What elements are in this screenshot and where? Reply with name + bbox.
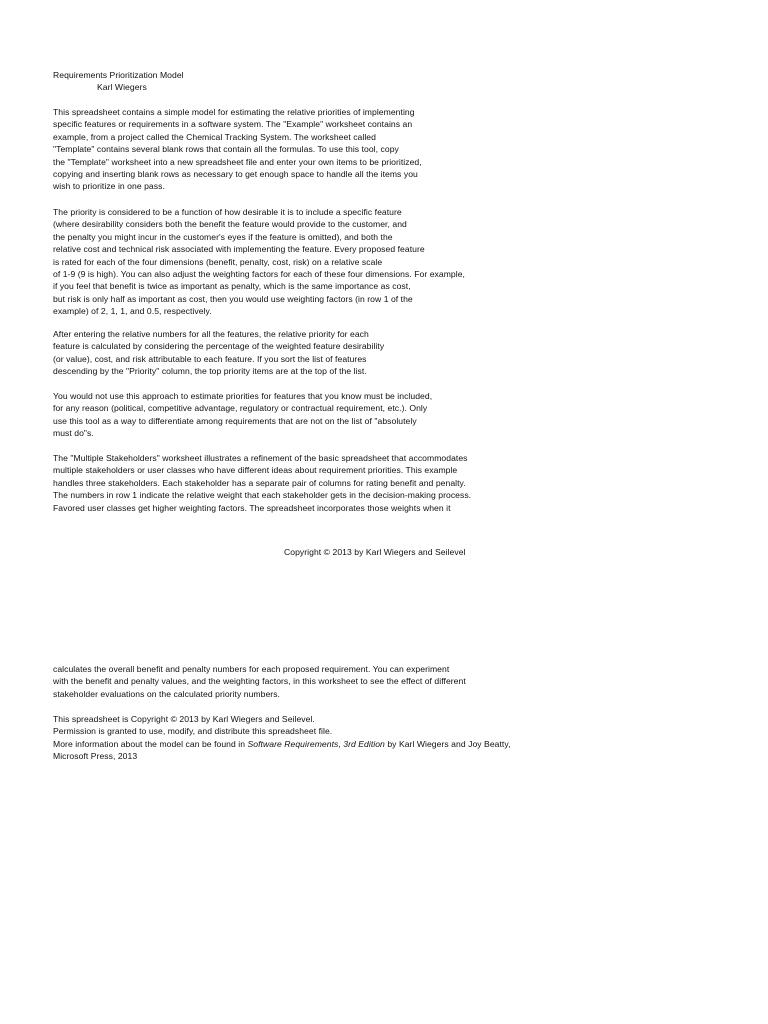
text-line: The priority is considered to be a function of how desirable it is to include a specific feature bbox=[53, 207, 402, 217]
text-line: Favored user classes get higher weighting factors. The spreadsheet incorporates those weights when it bbox=[53, 502, 451, 513]
paragraph-copyright-permission bbox=[53, 713, 511, 763]
paragraph-continuation bbox=[53, 663, 466, 700]
text-line: but risk is only half as important as cost, then you would use weighting factors (in row 1 of the bbox=[53, 293, 413, 304]
text-line: You would not use this approach to estimate priorities for features that you know must be included, bbox=[53, 391, 433, 401]
text-line: handles three stakeholders. Each stakeholder has a separate pair of columns for rating benefit and penalty. bbox=[53, 477, 466, 488]
paragraph-priority-function bbox=[53, 206, 465, 318]
text-line: After entering the relative numbers for all the features, the relative priority for each bbox=[53, 329, 369, 339]
author-name: Karl Wiegers bbox=[97, 82, 147, 92]
text-line: of 1-9 (9 is high). You can also adjust the weighting factors for each of these four dimensions. For example, bbox=[53, 268, 465, 279]
book-edition: 3rd Edition bbox=[343, 738, 385, 749]
text-line: (where desirability considers both the benefit the feature would provide to the customer, and bbox=[53, 219, 407, 230]
text-line: the "Template" worksheet into a new spreadsheet file and enter your own items to be prioritized, bbox=[53, 156, 422, 167]
text-line: wish to prioritize in one pass. bbox=[53, 181, 165, 192]
text-line: The numbers in row 1 indicate the relative weight that each stakeholder gets in the decision-making process. bbox=[53, 490, 472, 501]
text-fragment: More information about the model can be found in bbox=[53, 738, 248, 749]
text-line: relative cost and technical risk associated with implementing the feature. Every proposed feature bbox=[53, 244, 425, 255]
text-line: example, from a project called the Chemical Tracking System. The worksheet called bbox=[53, 131, 376, 142]
text-line: if you feel that benefit is twice as important as penalty, which is the same importance as cost, bbox=[53, 281, 411, 292]
text-line: stakeholder evaluations on the calculated priority numbers. bbox=[53, 688, 280, 699]
paragraph-usage-limits bbox=[53, 390, 432, 440]
text-fragment: , bbox=[338, 738, 344, 749]
text-line: copying and inserting blank rows as necessary to get enough space to handle all the items you bbox=[53, 168, 418, 179]
text-line: "Template" contains several blank rows that contain all the formulas. To use this tool, copy bbox=[53, 144, 399, 155]
text-line: (or value), cost, and risk attributable to each feature. If you sort the list of features bbox=[53, 353, 367, 364]
paragraph-intro bbox=[53, 106, 422, 193]
text-line: example) of 2, 1, 1, and 0.5, respectively. bbox=[53, 306, 212, 317]
text-line: multiple stakeholders or user classes who have different ideas about requirement priorities. This example bbox=[53, 465, 458, 476]
text-fragment: by Karl Wiegers and Joy Beatty, bbox=[384, 738, 511, 749]
text-line: This spreadsheet is Copyright © 2013 by Karl Wiegers and Seilevel. bbox=[53, 714, 315, 724]
book-title: Software Requirements bbox=[247, 738, 339, 749]
text-line: is rated for each of the four dimensions (benefit, penalty, cost, risk) on a relative scale bbox=[53, 256, 383, 267]
text-line: must do"s. bbox=[53, 428, 94, 439]
document-title: Requirements Prioritization Model bbox=[53, 70, 184, 80]
paragraph-calculation bbox=[53, 328, 384, 378]
text-line: feature is calculated by considering the percentage of the weighted feature desirability bbox=[53, 341, 385, 352]
text-line: Microsoft Press, 2013 bbox=[53, 751, 138, 762]
page-footer-copyright: Copyright © 2013 by Karl Wiegers and Seilevel bbox=[284, 547, 466, 557]
text-line: The "Multiple Stakeholders" worksheet illustrates a refinement of the basic spreadsheet that accommodates bbox=[53, 453, 468, 463]
text-line: This spreadsheet contains a simple model for estimating the relative priorities of implementing bbox=[53, 107, 415, 117]
text-line: with the benefit and penalty values, and the weighting factors, in this worksheet to see the effect of different bbox=[53, 676, 466, 687]
text-line: Permission is granted to use, modify, and distribute this spreadsheet file. bbox=[53, 726, 333, 737]
text-line: descending by the "Priority" column, the top priority items are at the top of the list. bbox=[53, 366, 367, 377]
text-line: the penalty you might incur in the customer's eyes if the feature is omitted), and both the bbox=[53, 231, 393, 242]
text-line: specific features or requirements in a software system. The "Example" worksheet contains an bbox=[53, 119, 413, 130]
text-line: calculates the overall benefit and penalty numbers for each proposed requirement. You can experiment bbox=[53, 664, 450, 674]
text-line bbox=[53, 738, 511, 750]
paragraph-multiple-stakeholders bbox=[53, 452, 471, 514]
text-line: for any reason (political, competitive advantage, regulatory or contractual requirement, etc.). Only bbox=[53, 403, 428, 414]
text-line: use this tool as a way to differentiate among requirements that are not on the list of "absolutely bbox=[53, 415, 417, 426]
